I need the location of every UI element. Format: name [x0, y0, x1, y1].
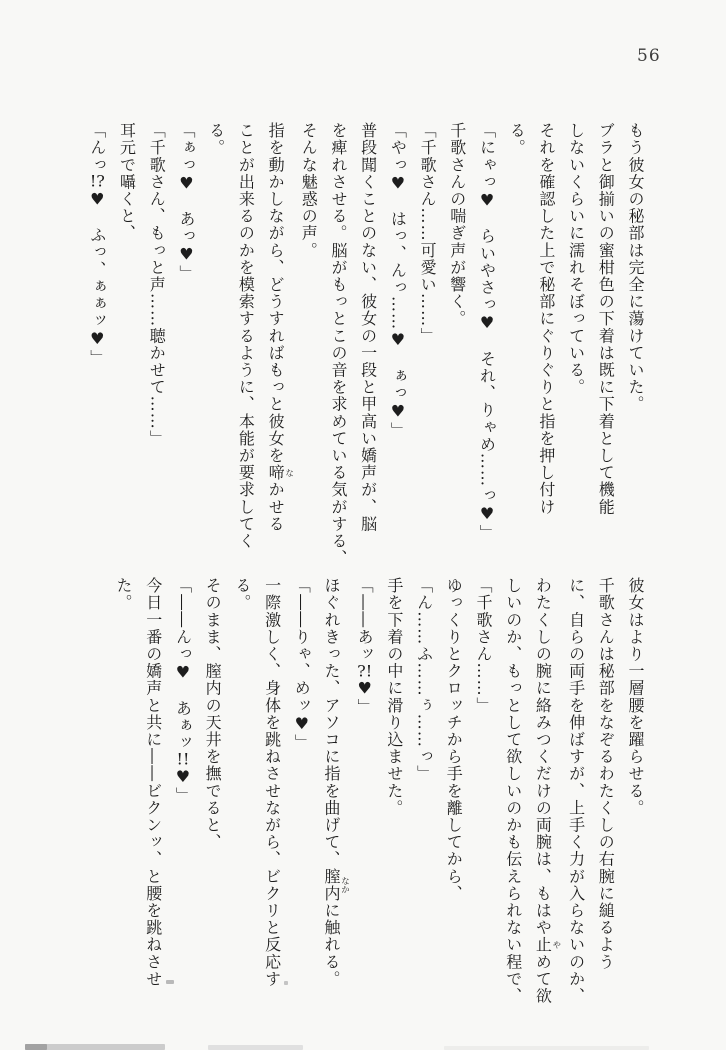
text-line: を痺れさせる。脳がもっとこの音を求めている気がする、 [328, 122, 348, 567]
text-block-1 [82, 122, 650, 574]
text-line: 「にゃっ♥ らいやさっ♥ それ、りゃめ……っ♥」 [477, 122, 497, 542]
text-line: る。 [232, 577, 252, 612]
text-line: 「やっ♥ はっ、んっ……♥ ぁっ♥」 [388, 122, 408, 439]
text-line: それを確認した上で秘部にぐりぐりと指を押し付け [536, 122, 556, 516]
text-line: 「千歌さん……」 [473, 577, 493, 714]
text-line: 普段聞くことのない、彼女の一段と甲高い嬌声が、脳 [358, 122, 378, 533]
text-line: そんな魅惑の声。 [299, 122, 319, 259]
text-line: ほぐれきった、アソコに指を曲げて、膣内なかに触れる。 [321, 577, 350, 988]
text-line: しないくらいに濡れそぼっている。 [566, 122, 586, 396]
text-line: わたくしの腕に絡みつくだけの両腕は、もはや止やめて欲 [533, 577, 561, 1005]
text-line: 「千歌さん……可愛い……」 [418, 122, 438, 345]
text-line: ブラと御揃いの蜜柑色の下着は既に下着として機能 [596, 122, 616, 516]
text-line: 千歌さんの喘ぎ声が響く。 [447, 122, 467, 328]
text-line: 指を動かしながら、どうすればもっと彼女を啼なかせる [266, 122, 294, 533]
text-line: しいのか、もっとして欲しいのかも伝えられない程で、 [503, 577, 523, 1005]
text-line: 「――あッ?!♥」 [355, 577, 375, 716]
text-line: そのまま、膣内の天井を撫でると、 [203, 577, 223, 851]
scan-artifact [166, 980, 174, 984]
text-line: 「千歌さん、もっと声……聴かせて……」 [147, 122, 167, 447]
text-line: 手を下着の中に滑り込ませた。 [384, 577, 404, 817]
text-line: に、自らの両手を伸ばすが、上手く力が入らないのか、 [566, 577, 586, 1005]
text-line: る。 [206, 122, 226, 157]
text-line: ことが出来るのかを模索するように、本能が要求してく [236, 122, 256, 550]
scan-artifact [284, 981, 288, 985]
text-line: 千歌さんは秘部をなぞるわたくしの右腕に縋るよう [596, 577, 616, 971]
text-line: 「――んっ♥ あぁッ!!♥」 [173, 577, 193, 805]
text-line: 「――りゃ、めッ♥」 [292, 577, 312, 751]
scan-artifact [208, 1045, 303, 1050]
scan-artifact [25, 1044, 47, 1050]
text-line: 彼女はより一層腰を躍らせる。 [626, 577, 645, 817]
text-line: もう彼女の秘部は完全に蕩けていた。 [626, 122, 645, 413]
text-line: 「ん……ふ……ぅ……っ」 [414, 577, 434, 783]
text-line: 「ぁっ♥ あっ♥」 [176, 122, 196, 282]
text-line: る。 [507, 122, 527, 157]
text-line: 「んっ!?♥ ふっ、ぁぁッ♥」 [87, 122, 107, 367]
text-line: 耳元で囁くと、 [117, 122, 137, 242]
text-line: ゆっくりとクロッチから手を離してから、 [444, 577, 464, 902]
text-line: 今日一番の嬌声と共に――ビクンッ、と腰を跳ねさせ [143, 577, 163, 988]
scan-artifact [444, 1046, 649, 1050]
text-line: た。 [114, 577, 134, 612]
text-block-2 [108, 577, 650, 1029]
text-line: 一際激しく、身体を跳ねさせながら、ビクリと反応す [262, 577, 282, 988]
page-number: 56 [637, 46, 661, 66]
